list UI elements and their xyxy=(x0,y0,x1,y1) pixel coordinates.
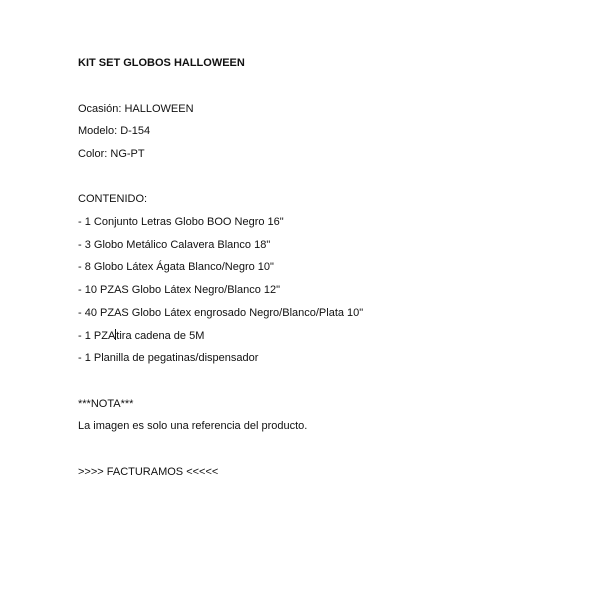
detail-model: Modelo: D-154 xyxy=(78,125,151,138)
spacer xyxy=(78,252,578,261)
contents-item-6-before: - 1 PZA xyxy=(78,329,116,342)
document-body[interactable] xyxy=(78,56,578,479)
contents-item-1: - 1 Conjunto Letras Globo BOO Negro 16" xyxy=(78,216,284,229)
spacer xyxy=(78,297,578,306)
contents-item-4: - 10 PZAS Globo Látex Negro/Blanco 12" xyxy=(78,284,281,297)
spacer xyxy=(78,229,578,238)
contents-item-5: - 40 PZAS Globo Látex engrosado Negro/Blanco/Plata 10" xyxy=(78,306,364,319)
spacer xyxy=(78,320,578,329)
note-header: ***NOTA*** xyxy=(78,397,134,410)
spacer xyxy=(78,411,578,420)
contents-item-2: - 3 Globo Metálico Calavera Blanco 18" xyxy=(78,238,271,251)
spacer xyxy=(78,116,578,125)
contents-header: CONTENIDO: xyxy=(78,193,148,206)
detail-occasion: Ocasión: HALLOWEEN xyxy=(78,102,194,115)
spacer xyxy=(78,274,578,283)
spacer xyxy=(78,138,578,147)
contents-item-3: - 8 Globo Látex Ágata Blanco/Negro 10" xyxy=(78,261,274,274)
spacer xyxy=(78,70,578,102)
spacer xyxy=(78,365,578,397)
note-text: La imagen es solo una referencia del producto. xyxy=(78,420,308,433)
contents-item-7: - 1 Planilla de pegatinas/dispensador xyxy=(78,352,259,365)
spacer xyxy=(78,161,578,193)
contents-item-6-after: tira cadena de 5M xyxy=(116,329,205,342)
footer-text: >>>> FACTURAMOS <<<<< xyxy=(78,465,219,478)
contents-item-6 xyxy=(78,329,578,343)
spacer xyxy=(78,343,578,352)
detail-color: Color: NG-PT xyxy=(78,147,145,160)
spacer xyxy=(78,206,578,215)
document-title: KIT SET GLOBOS HALLOWEEN xyxy=(78,57,245,69)
spacer xyxy=(78,433,578,465)
